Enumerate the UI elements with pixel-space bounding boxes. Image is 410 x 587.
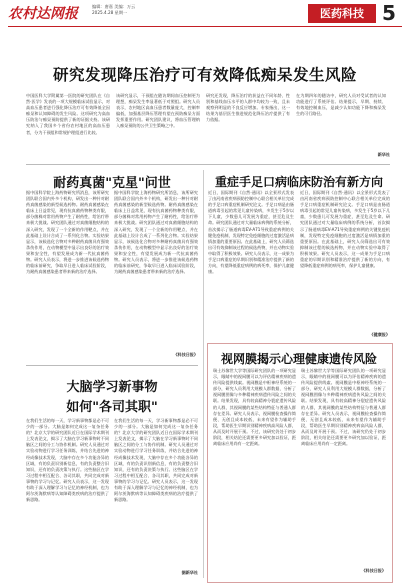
article-body-retina-col1: 瑞士苏黎世大学等国际研究团队的一项研究显示，眼睛中的视网膜可以为评估精神疾病的遗传风险提供线索。视网膜是中枢神经系统的一部分，研究人员利用大规模人群数据，分析了视网膜图像与多种精神疾病遗传风险之间的关联。结果发现，具有较高精神分裂症遗传风险的人群，其视网膜的某些结构特征与普通人群存在差异。研究人员表示，视网膜检查操作简便、无创且成本较低，未来有望作为辅助手段，帮助医生早期识别精神疾病高风险人群，从而及时开展干预。不过，该研究仍处于初步阶段，相关结论还需要更多研究加以验证，距离临床应用尚有一定距离。 [213, 368, 296, 447]
lead-column-4: 在为期四年的随访中，研究人员对受试者的认知功能进行了系统评估。结果提示，早期、持续、有效地控制血压，是减少认知功能下降和痴呆发生的可行路径。 [296, 93, 386, 117]
hfmd-byline: 《健康报》 [369, 332, 390, 337]
article-body-hfmd-col1: 近日，国际期刊《自然·通讯》以全景形式发表了由河南省疾病预防控制中心联合相关单位完成的手足口病重症机制研究论文。手足口病是由肠道病毒引起的常见儿童传染病，多发生于5岁以下儿童，少数患儿可发展为重症，甚至危及生命。研究团队通过对大量临床病例的系统分析，首次揭示了肠道病毒EV-A71导致重症病例的关键免疫机制，发现特定免疫细胞的过度激活是病情加重的重要原因。在此基础上，研究人员筛选出可有效抑制该过程的候选药物，并在动物实验中取得了积极效果。研究人员表示，这一成果为手足口病重症的早期识别和精准治疗提供了新的方向，有望降低重症病例的病死率，保护儿童健康。 [208, 190, 294, 275]
article-title-retina: 视网膜揭示心理健康遗传风险 [220, 352, 377, 366]
editor-line: 编辑：唐嘉 美编：万云 [92, 4, 136, 9]
article-body-brain-col1: 在我们生活的每一天，学习新事物都是必不可少的一部分。大脑是如何完成这一复杂任务的？北京大学的研究团队近日在国际学术期刊上发表论文，揭示了大脑在学习新事物时不同脑区之间的分工与协作机制。研究人员通过对实验动物进行学习任务训练，并结合先进的神经成像技术发现，大脑中存在多个功能各异的区域，有的负责识别新信息，有的负责整合旧知识，还有的负责决策与执行。这些脑区在学习过程中相互配合、各司其职，共同完成对新事物的学习与记忆。研究人员表示，这一发现有助于深入理解学习与记忆的神经机制，也为阿尔茨海默病等认知障碍类疾病的治疗提供了新思路。 [26, 418, 109, 503]
retina-byline: 《科技日报》 [361, 568, 386, 573]
lead-column-3: 研究还发现，降压治疗的获益在不同年龄、性别和基线血压水平的人群中均较为一致，且未观察到明显的不良反应增加。专家指出，这一结果为基层医生推进规范化降压治疗提供了有力依据。 [206, 93, 290, 123]
article-title-brain-line1: 大脑学习新事物 [66, 380, 158, 395]
date-line: 2025.4.28 星期一 [92, 10, 128, 15]
main-headline: 研究发现降压治疗可有效降低痴呆发生风险 [52, 66, 357, 84]
article-title-fungi: 耐药真菌"克星"问世 [53, 176, 171, 191]
section-tag: 医药科技 [308, 4, 376, 23]
article-title-hfmd: 重症手足口病临床防治有新方向 [214, 175, 383, 189]
left-divider [26, 365, 198, 366]
lead-byline: 新华社 [377, 152, 390, 157]
lead-column-1: 中国医科大学附属第一医院的研究团队在《自然·医学》发表的一项大规模临床试验显示，对高血压患者进行强化降压治疗可有效降低全因痴呆和认知障碍的发生风险。这项研究为高血压防治与痴呆预防提供了新的证据支持。该研究纳入了我国多个省份农村地区的高血压患者，分为干预组和常规护理组进行比较。 [26, 93, 110, 135]
masthead-rule [8, 26, 402, 27]
column-divider [203, 170, 204, 578]
article-body-fungi-col2: 据中国科学院上海药物研究所消息，该所研究团队联合国内外多个机构，研发出一种针对耐药真菌感染的新型候选药物。耐药真菌感染在临床上日益常见，现有抗真菌药物种类有限，部分菌株对常用药物产生了耐药性，给治疗带来极大挑战。研究团队通过对真菌细胞结构的深入研究，发现了一个全新的作用靶点，并在此基础上设计合成了一系列化合物。实验结果显示，该候选化合物对多种耐药真菌具有强效杀伤作用，在动物模型中显示出良好的治疗效果和安全性，有望发展成为新一代抗真菌药物。研究人员表示，将进一步推进该候选药物的临床前研究，争取早日进入临床试验阶段，为耐药真菌感染患者带来新的治疗选择。 [114, 190, 198, 275]
page-number: 5 [382, 1, 396, 25]
article-body-retina-col2: 瑞士苏黎世大学等国际研究团队的一项研究显示，眼睛中的视网膜可以为评估精神疾病的遗传风险提供线索。视网膜是中枢神经系统的一部分，研究人员利用大规模人群数据，分析了视网膜图像与多种精神疾病遗传风险之间的关联。结果发现，具有较高精神分裂症遗传风险的人群，其视网膜的某些结构特征与普通人群存在差异。研究人员表示，视网膜检查操作简便、无创且成本较低，未来有望作为辅助手段，帮助医生早期识别精神疾病高风险人群，从而及时开展干预。不过，该研究仍处于初步阶段，相关结论还需要更多研究加以验证，距离临床应用尚有一定距离。 [301, 368, 386, 447]
lead-column-2: 该研究显示，干预组在随访期间血压控制更为理想，痴呆发生率显著低于对照组。研究人员表示，农村地区高血压患者数量庞大，控制率偏低，加强基层降压管理有望在预防痴呆方面发挥重要作用。研究团队建议，将血压管理纳入痴呆预防的公共卫生策略之中。 [116, 93, 200, 129]
section-divider [26, 164, 390, 165]
masthead-meta [92, 4, 135, 16]
newspaper-masthead: 农村达网报 [8, 6, 78, 22]
article-body-fungi-col1: 据中国科学院上海药物研究所消息，该所研究团队联合国内外多个机构，研发出一种针对耐药真菌感染的新型候选药物。耐药真菌感染在临床上日益常见，现有抗真菌药物种类有限，部分菌株对常用药物产生了耐药性，给治疗带来极大挑战。研究团队通过对真菌细胞结构的深入研究，发现了一个全新的作用靶点，并在此基础上设计合成了一系列化合物。实验结果显示，该候选化合物对多种耐药真菌具有强效杀伤作用，在动物模型中显示出良好的治疗效果和安全性，有望发展成为新一代抗真菌药物。研究人员表示，将进一步推进该候选药物的临床前研究，争取早日进入临床试验阶段，为耐药真菌感染患者带来新的治疗选择。 [26, 190, 109, 275]
article-body-brain-col2: 在我们生活的每一天，学习新事物都是必不可少的一部分。大脑是如何完成这一复杂任务的？北京大学的研究团队近日在国际学术期刊上发表论文，揭示了大脑在学习新事物时不同脑区之间的分工与协作机制。研究人员通过对实验动物进行学习任务训练，并结合先进的神经成像技术发现，大脑中存在多个功能各异的区域，有的负责识别新信息，有的负责整合旧知识，还有的负责决策与执行。这些脑区在学习过程中相互配合、各司其职，共同完成对新事物的学习与记忆。研究人员表示，这一发现有助于深入理解学习与记忆的神经机制，也为阿尔茨海默病等认知障碍类疾病的治疗提供了新思路。 [114, 418, 198, 503]
article-body-hfmd-col2: 近日，国际期刊《自然·通讯》以全景形式发表了由河南省疾病预防控制中心联合相关单位完成的手足口病重症机制研究论文。手足口病是由肠道病毒引起的常见儿童传染病，多发生于5岁以下儿童，少数患儿可发展为重症，甚至危及生命。研究团队通过对大量临床病例的系统分析，首次揭示了肠道病毒EV-A71导致重症病例的关键免疫机制，发现特定免疫细胞的过度激活是病情加重的重要原因。在此基础上，研究人员筛选出可有效抑制该过程的候选药物，并在动物实验中取得了积极效果。研究人员表示，这一成果为手足口病重症的早期识别和精准治疗提供了新的方向，有望降低重症病例的病死率，保护儿童健康。 [300, 190, 390, 269]
brain-byline: 据新华社 [181, 570, 198, 575]
fungi-byline: 《科技日报》 [173, 352, 198, 357]
article-title-brain-line2: 如何"各司其职" [66, 400, 158, 415]
